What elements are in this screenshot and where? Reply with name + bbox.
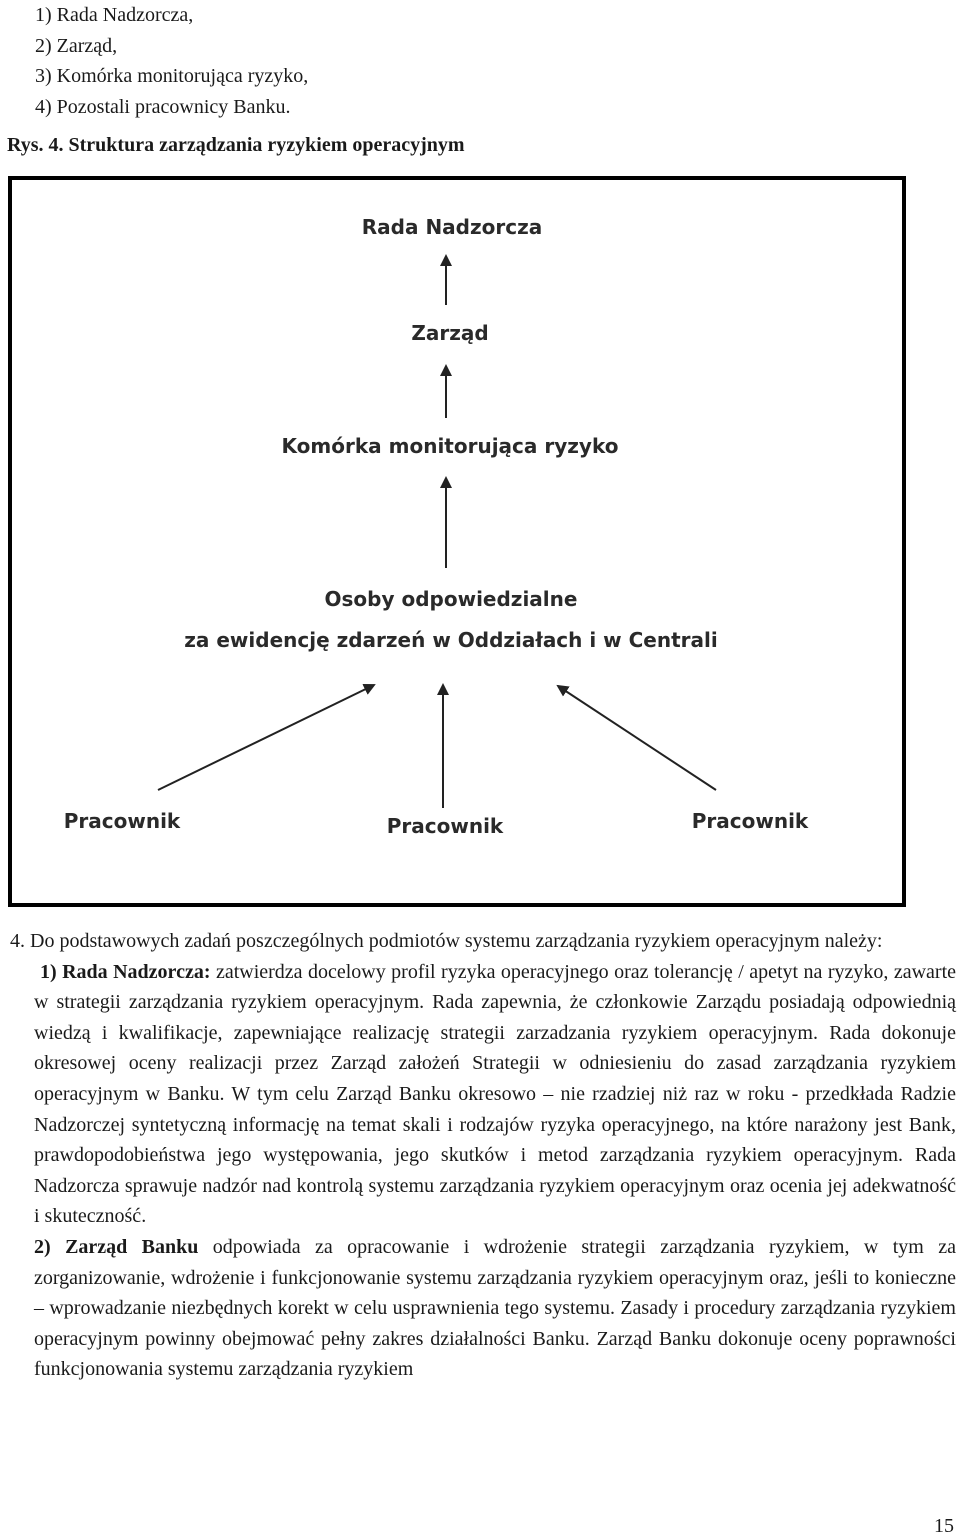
node-pracownik-right: Pracownik	[691, 809, 809, 833]
body-text	[0, 926, 960, 1385]
figure-caption: Rys. 4. Struktura zarządzania ryzykiem operacyjnym	[7, 134, 465, 156]
node-osoby-odpowiedzialne-line1: Osoby odpowiedzialne	[324, 587, 578, 611]
node-osoby-odpowiedzialne-line2: za ewidencję zdarzeń w Oddziałach i w Centrali	[184, 628, 718, 652]
section-4-intro: 4. Do podstawowych zadań poszczególnych podmiotów systemu zarządzania ryzykiem operacyjnym należy:	[10, 930, 883, 952]
section-4-item-2	[0, 1232, 960, 1385]
page-number: 15	[934, 1515, 954, 1537]
arrow-pracownik-left-to-osoby	[158, 685, 374, 790]
role-list-item: 1) Rada Nadzorcza,	[35, 4, 194, 26]
role-list-item: 3) Komórka monitorująca ryzyko,	[35, 65, 309, 87]
node-zarzad: Zarząd	[411, 321, 489, 345]
node-pracownik-center: Pracownik	[386, 814, 504, 838]
section-4-item-1	[0, 957, 960, 1232]
node-pracownik-left: Pracownik	[63, 809, 181, 833]
item-1-text: zatwierdza docelowy profil ryzyka operacyjnego oraz tolerancję / apetyt na ryzyko, zawarte w strategii zarządzania ryzykiem operacyjnym. Rada zapewnia, że członkowie Zarządu posiadają odpowiednią wiedzą i kwalifikacje, zapewniające realizację strategii zarzadzania ryzykiem operacyjnym. Rada dokonuje okresowej oceny realizacji przez Zarząd założeń Strategii w odniesieniu do zasad zarządzania ryzykiem operacyjnym w Banku. W tym celu Zarząd Banku okresowo – nie rzadziej niż raz w roku - przedkłada Radzie Nadzorczej syntetyczną informację na temat skali i rodzajów ryzyka operacyjnego, na które narażony jest Bank, prawdopodobieństwa jego występowania, jego skutków i metod zarządzania ryzykiem operacyjnym. Rada Nadzorcza sprawuje nadzór nad kontrolą systemu zarządzania ryzykiem operacyjnym oraz ocenia jej adekwatność i skuteczność.	[34, 960, 957, 1228]
role-list-item: 4) Pozostali pracownicy Banku.	[35, 95, 291, 118]
item-2-text: odpowiada za opracowanie i wdrożenie strategii zarządzania ryzykiem, w tym za zorganizowanie, wdrożenie i funkcjonowanie systemu zarządzania ryzykiem operacyjnym oraz, jeśli to konieczne – wprowadzanie niezbędnych korekt w celu usprawnienia tego systemu. Zasady i procedury zarządzania ryzykiem operacyjnym powinny obejmować pełny zakres działalności Banku. Zarząd Banku dokonuje oceny poprawności funkcjonowania systemu zarządzania ryzykiem	[34, 1235, 957, 1381]
role-list-item: 2) Zarząd,	[35, 34, 118, 57]
item-1-heading: 1) Rada Nadzorcza:	[40, 960, 211, 983]
node-komorka-monitorujaca: Komórka monitorująca ryzyko	[281, 434, 619, 458]
arrow-pracownik-right-to-osoby	[558, 686, 716, 790]
diagram-canvas	[12, 180, 902, 903]
item-2-heading: 2) Zarząd Banku	[34, 1235, 199, 1258]
node-rada-nadzorcza: Rada Nadzorcza	[361, 215, 543, 239]
org-diagram	[8, 176, 906, 907]
role-list	[35, 0, 308, 122]
